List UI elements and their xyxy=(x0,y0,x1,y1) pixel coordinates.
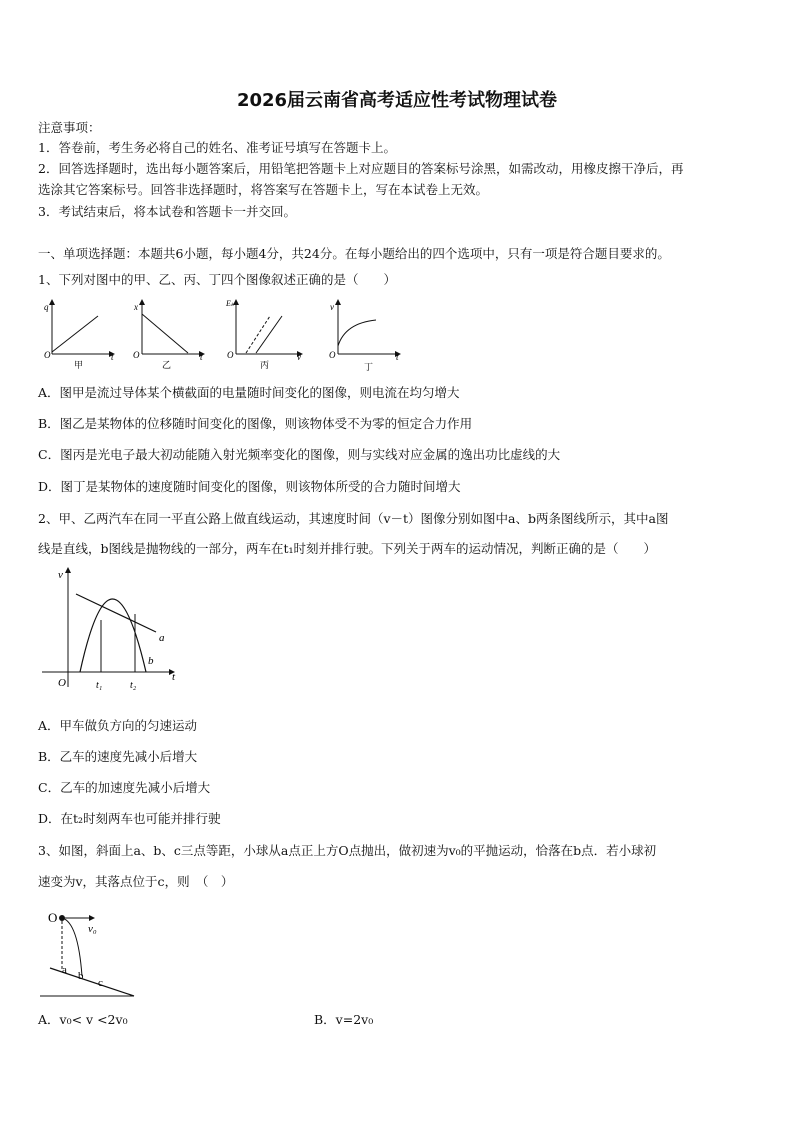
graph-bing-caption: 丙 xyxy=(260,360,270,370)
q2-graph-xlabel: t xyxy=(172,671,176,683)
q3-figure-b: b xyxy=(78,970,84,982)
graph-yi-xlabel: t xyxy=(200,352,203,362)
notice-item-3: 3．考试结束后，将本试卷和答题卡一并交回。 xyxy=(38,204,296,219)
q3-stem-line1: 3、如图，斜面上a、b、c三点等距，小球从a点正上方O点抛出，做初速为v₀的平抛运动，恰落在b点．若小球初 xyxy=(38,843,657,858)
q1-option-b[interactable]: B．图乙是某物体的位移随时间变化的图像，则该物体受不为零的恒定合力作用 xyxy=(38,416,473,431)
page-title: 2026届云南省高考适应性考试物理试卷 xyxy=(236,90,558,111)
q2-graph-t2: t₂ xyxy=(130,680,137,691)
q2-graph-ylabel: v xyxy=(58,569,63,581)
q2-graph-origin: O xyxy=(58,677,66,689)
q1-option-c[interactable]: C．图丙是光电子最大初动能随入射光频率变化的图像，则与实线对应金属的逸出功比虚线的大 xyxy=(38,447,561,462)
q3-option-a[interactable]: A．v₀< v <2v₀ xyxy=(38,1012,128,1027)
q3-figure-O: O xyxy=(48,910,58,925)
q1-option-a[interactable]: A．图甲是流过导体某个横截面的电量随时间变化的图像，则电流在均匀增大 xyxy=(38,385,460,400)
graph-yi-origin: O xyxy=(133,350,140,360)
section-heading: 一、单项选择题：本题共6小题，每小题4分，共24分。在每小题给出的四个选项中，只有一项是符合题目要求的。 xyxy=(38,246,670,261)
graph-ding xyxy=(329,300,400,372)
curve-b xyxy=(80,599,146,672)
q3-option-b[interactable]: B．v=2v₀ xyxy=(314,1012,374,1027)
q3-figure xyxy=(38,904,148,1002)
q3-figure-a: a xyxy=(62,964,67,976)
graph-bing xyxy=(225,299,302,370)
graph-jia-ylabel: q xyxy=(44,302,49,312)
q2-graph xyxy=(38,562,188,696)
graph-bing-xlabel: ν xyxy=(297,352,301,362)
notice-item-2: 2．回答选择题时，选出每小题答案后，用铅笔把答题卡上对应题目的答案标号涂黑，如需改动，用橡皮擦干净后，再 xyxy=(38,161,684,176)
q3-figure-c: c xyxy=(98,977,103,989)
q1-option-d[interactable]: D．图丁是某物体的速度随时间变化的图像，则该物体所受的合力随时间增大 xyxy=(38,479,461,494)
graph-jia xyxy=(44,300,114,370)
q3-stem-line2: 速变为v，其落点位于c，则 （ ） xyxy=(38,874,234,889)
q2-graph-t1: t₁ xyxy=(96,680,103,691)
q2-stem-line1: 2、甲、乙两汽车在同一平直公路上做直线运动，其速度时间（v－t）图像分别如图中a、b两条图线所示，其中a图 xyxy=(38,511,669,526)
graph-ding-ylabel: v xyxy=(330,302,334,312)
notice-item-2-cont: 选涂其它答案标号。回答非选择题时，将答案写在答题卡上，写在本试卷上无效。 xyxy=(38,182,489,197)
q2-option-a[interactable]: A．甲车做负方向的匀速运动 xyxy=(38,718,198,733)
graph-bing-ylabel: Eₖ xyxy=(226,299,235,308)
notice-item-1: 1．答卷前，考生务必将自己的姓名、准考证号填写在答题卡上。 xyxy=(38,140,396,155)
q2-option-c[interactable]: C．乙车的加速度先减小后增大 xyxy=(38,780,211,795)
graph-yi-caption: 乙 xyxy=(162,360,172,370)
q3-figure-v0: v₀ xyxy=(88,923,97,935)
graph-bing-origin: O xyxy=(227,350,234,360)
graph-ding-caption: 丁 xyxy=(364,362,374,372)
graph-yi-ylabel: x xyxy=(134,302,138,312)
q2-option-d[interactable]: D．在t₂时刻两车也可能并排行驶 xyxy=(38,811,221,826)
graph-yi xyxy=(133,300,204,370)
q1-stem: 1、下列对图中的甲、乙、丙、丁四个图像叙述正确的是（ ） xyxy=(38,272,396,287)
graph-jia-origin: O xyxy=(44,350,51,360)
graph-jia-xlabel: t xyxy=(111,352,114,362)
graph-ding-origin: O xyxy=(329,350,336,360)
q2-option-b[interactable]: B．乙车的速度先减小后增大 xyxy=(38,749,198,764)
q1-graphs xyxy=(38,296,418,376)
notice-heading: 注意事项： xyxy=(38,120,101,135)
graph-jia-caption: 甲 xyxy=(74,360,84,370)
q2-stem-line2: 线是直线，b图线是抛物线的一部分，两车在t₁时刻并排行驶。下列关于两车的运动情况，判断正确的是（ ） xyxy=(38,541,657,556)
q2-graph-label-a: a xyxy=(159,632,165,644)
q2-graph-label-b: b xyxy=(148,655,154,667)
graph-ding-xlabel: t xyxy=(396,352,399,362)
